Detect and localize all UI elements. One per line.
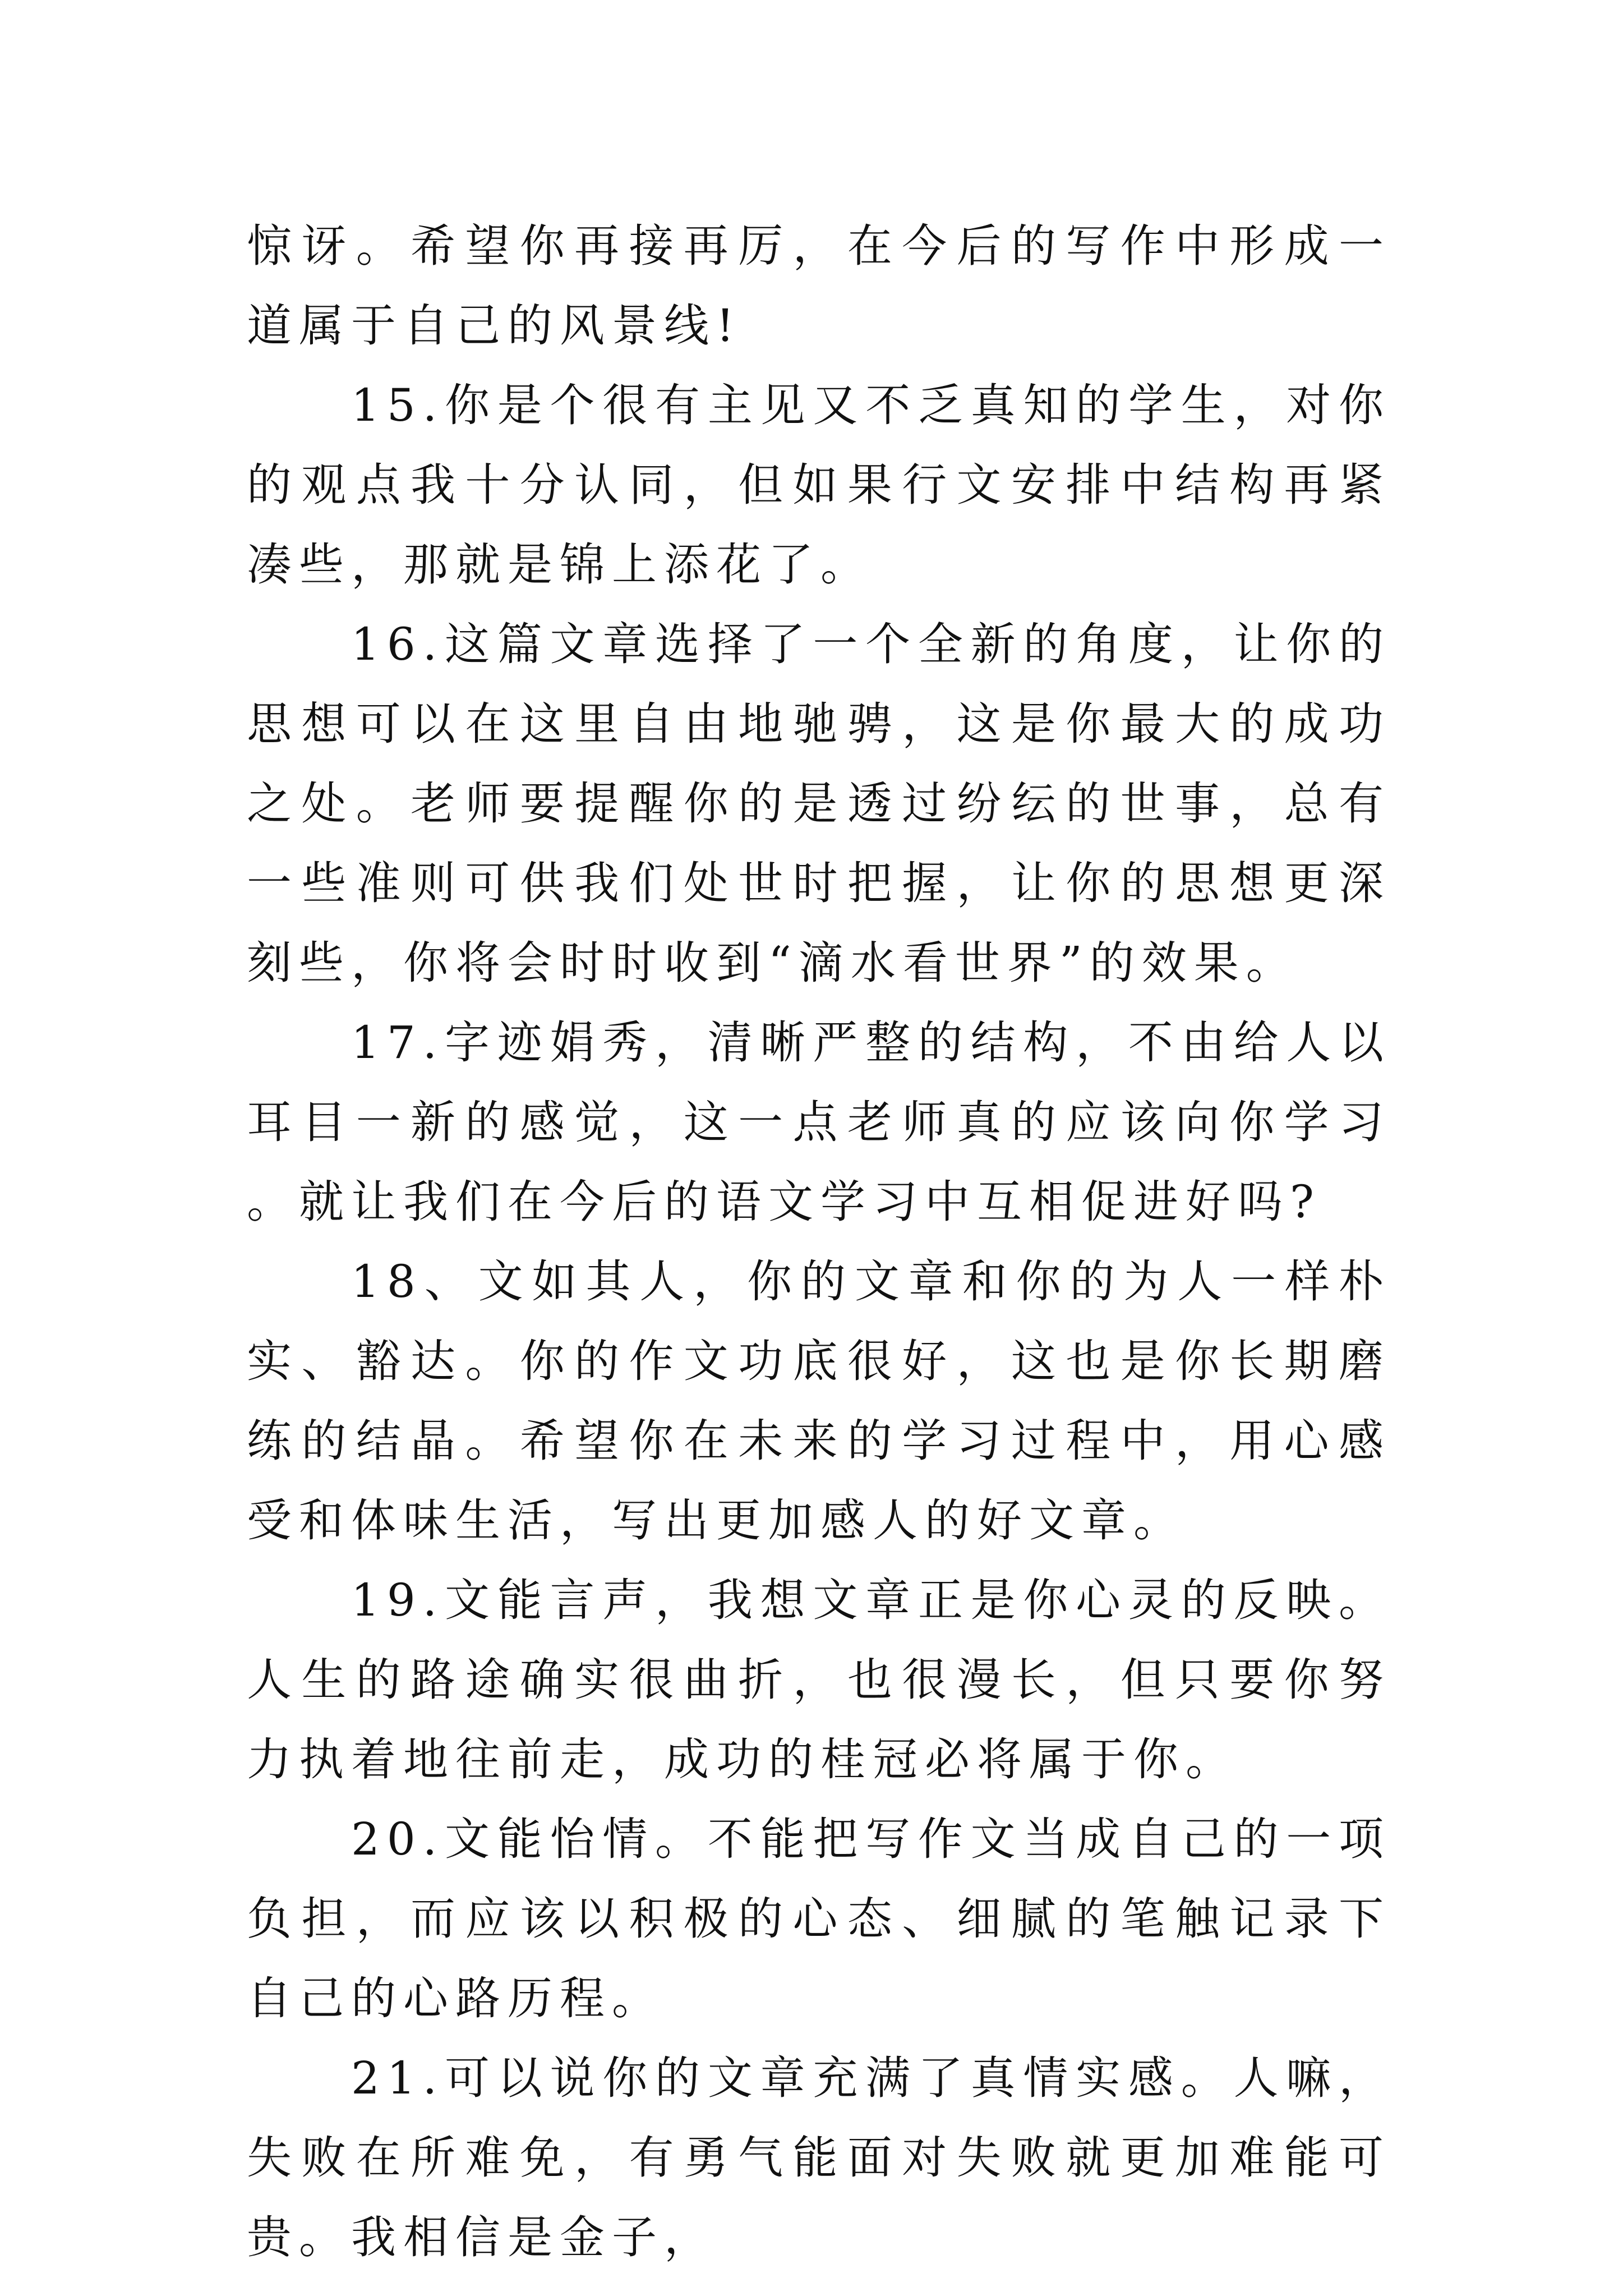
paragraph-comment-15: 15.你是个很有主见又不乏真知的学生，对你的观点我十分认同，但如果行文安排中结构再紧凑些，那就是锦上添花了。	[247, 379, 1391, 591]
paragraph-comment-16: 16.这篇文章选择了一个全新的角度，让你的思想可以在这里自由地驰骋，这是你最大的成功之处。老师要提醒你的是透过纷纭的世事，总有一些准则可供我们处世时把握，让你的思想更深刻些，你将会时时收到“滴水看世界”的效果。	[247, 618, 1391, 989]
paragraph-comment-20: 20.文能怡情。不能把写作文当成自己的一项负担，而应该以积极的心态、细腻的笔触记录下自己的心路历程。	[247, 1813, 1391, 2024]
document-body	[247, 206, 1391, 2277]
paragraph-comment-19: 19.文能言声，我想文章正是你心灵的反映。人生的路途确实很曲折，也很漫长，但只要你努力执着地往前走，成功的桂冠必将属于你。	[247, 1574, 1391, 1786]
paragraph-comment-21: 21.可以说你的文章充满了真情实感。人嘛，失败在所难免，有勇气能面对失败就更加难能可贵。我相信是金子，	[247, 2052, 1391, 2263]
paragraph-continuation: 惊讶。希望你再接再厉，在今后的写作中形成一道属于自己的风景线!	[247, 220, 1391, 352]
paragraph-comment-17: 17.字迹娟秀，清晰严整的结构，不由给人以耳目一新的感觉，这一点老师真的应该向你学习。就让我们在今后的语文学习中互相促进好吗?	[247, 1016, 1391, 1228]
paragraph-comment-18: 18、文如其人，你的文章和你的为人一样朴实、豁达。你的作文功底很好，这也是你长期磨练的结晶。希望你在未来的学习过程中，用心感受和体味生活，写出更加感人的好文章。	[247, 1255, 1391, 1547]
